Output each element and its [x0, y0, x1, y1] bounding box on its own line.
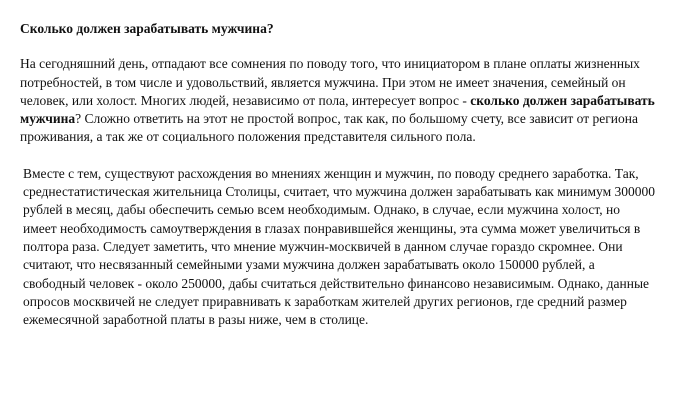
paragraph-1-text-start: На сегодняшний день, отпадают все сомнения по поводу того, что инициатором в плане оплаты жизненных потребностей, в том числе и удовольствий, является мужчина. При этом не имеет значения, семейный он человек, или холост. Многих людей, независимо от пола, интересует вопрос - [20, 56, 640, 108]
article-paragraph-2: Вместе с тем, существуют расхождения во мнениях женщин и мужчин, по поводу среднего заработка. Так, среднестатистическая жительница Столицы, считает, что мужчина должен зарабатывать как минимум 300000 рублей в месяц, дабы обеспечить семью всем необходимым. Однако, в случае, если мужчина холост, но имеет необходимость самоутверждения в глазах понравившейся женщины, эта сумма может увеличиться в полтора раза. Следует заметить, что мнение мужчин-москвичей в данном случае гораздо скромнее. Они считают, что несвязанный семейными узами мужчина должен зарабатывать около 150000 рублей, а свободный человек - около 250000, дабы считаться действительно финансово независимым. Однако, данные опросов москвичей не следует приравнивать к заработкам жителей других регионов, где средний размер ежемесячной заработной платы в разы ниже, чем в столице. [23, 165, 655, 328]
article-paragraph-1 [20, 55, 655, 146]
paragraph-1-emphasis: сколько должен зарабатывать мужчина [20, 92, 655, 127]
paragraph-1-text-end: ? Сложно ответить на этот не простой вопрос, так как, по большому счету, все зависит от региона проживания, а так же от социального положения представителя сильного пола. [20, 111, 638, 145]
article-title: Сколько должен зарабатывать мужчина? [20, 21, 274, 36]
